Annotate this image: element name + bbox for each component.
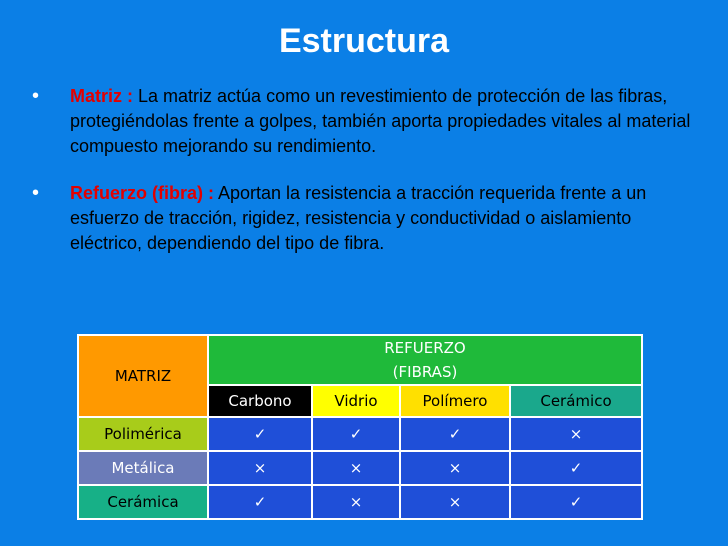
row-label: Metálica bbox=[78, 451, 208, 485]
table-row bbox=[78, 417, 642, 451]
refuerzo-header bbox=[208, 335, 642, 385]
slide-title: Estructura bbox=[278, 22, 450, 60]
table-cell: ✓ bbox=[312, 417, 400, 451]
column-header-carbono: Carbono bbox=[208, 385, 312, 417]
row-label: Polimérica bbox=[78, 417, 208, 451]
table-cell: ✓ bbox=[400, 417, 510, 451]
bullet-dot-icon: • bbox=[32, 182, 40, 204]
table-cell: × bbox=[400, 451, 510, 485]
bullet-refuerzo bbox=[32, 181, 692, 256]
bullet-label: Matriz : bbox=[70, 86, 133, 106]
matriz-header: MATRIZ bbox=[78, 335, 208, 417]
table-cell: ✓ bbox=[510, 451, 642, 485]
bullet-label: Refuerzo (fibra) : bbox=[70, 183, 214, 203]
bullet-matriz bbox=[32, 84, 692, 159]
column-header-polimero: Polímero bbox=[400, 385, 510, 417]
table-row bbox=[78, 451, 642, 485]
table-cell: × bbox=[312, 485, 400, 519]
table-cell: ✓ bbox=[208, 485, 312, 519]
table-cell: ✓ bbox=[208, 417, 312, 451]
composite-table bbox=[77, 334, 643, 520]
bullet-list bbox=[32, 84, 692, 278]
bullet-text: Aportan la resistencia a tracción requerida frente a un esfuerzo de tracción, rigidez, resistencia y conductividad o aislamiento eléctrico, dependiendo del tipo de fibra. bbox=[70, 183, 647, 253]
bullet-text: La matriz actúa como un revestimiento de protección de las fibras, protegiéndolas frente a golpes, también aporta propiedades vitales al material compuesto mejorando su rendimiento. bbox=[70, 86, 691, 156]
table-cell: ✓ bbox=[510, 485, 642, 519]
table-cell: × bbox=[400, 485, 510, 519]
column-header-ceramico: Cerámico bbox=[510, 385, 642, 417]
table-cell: × bbox=[510, 417, 642, 451]
bullet-dot-icon: • bbox=[32, 85, 40, 107]
column-header-vidrio: Vidrio bbox=[312, 385, 400, 417]
row-label: Cerámica bbox=[78, 485, 208, 519]
table-row bbox=[78, 485, 642, 519]
table-cell: × bbox=[312, 451, 400, 485]
refuerzo-header-line1: REFUERZO bbox=[384, 339, 466, 357]
refuerzo-header-line2: (FIBRAS) bbox=[392, 363, 458, 381]
table-cell: × bbox=[208, 451, 312, 485]
